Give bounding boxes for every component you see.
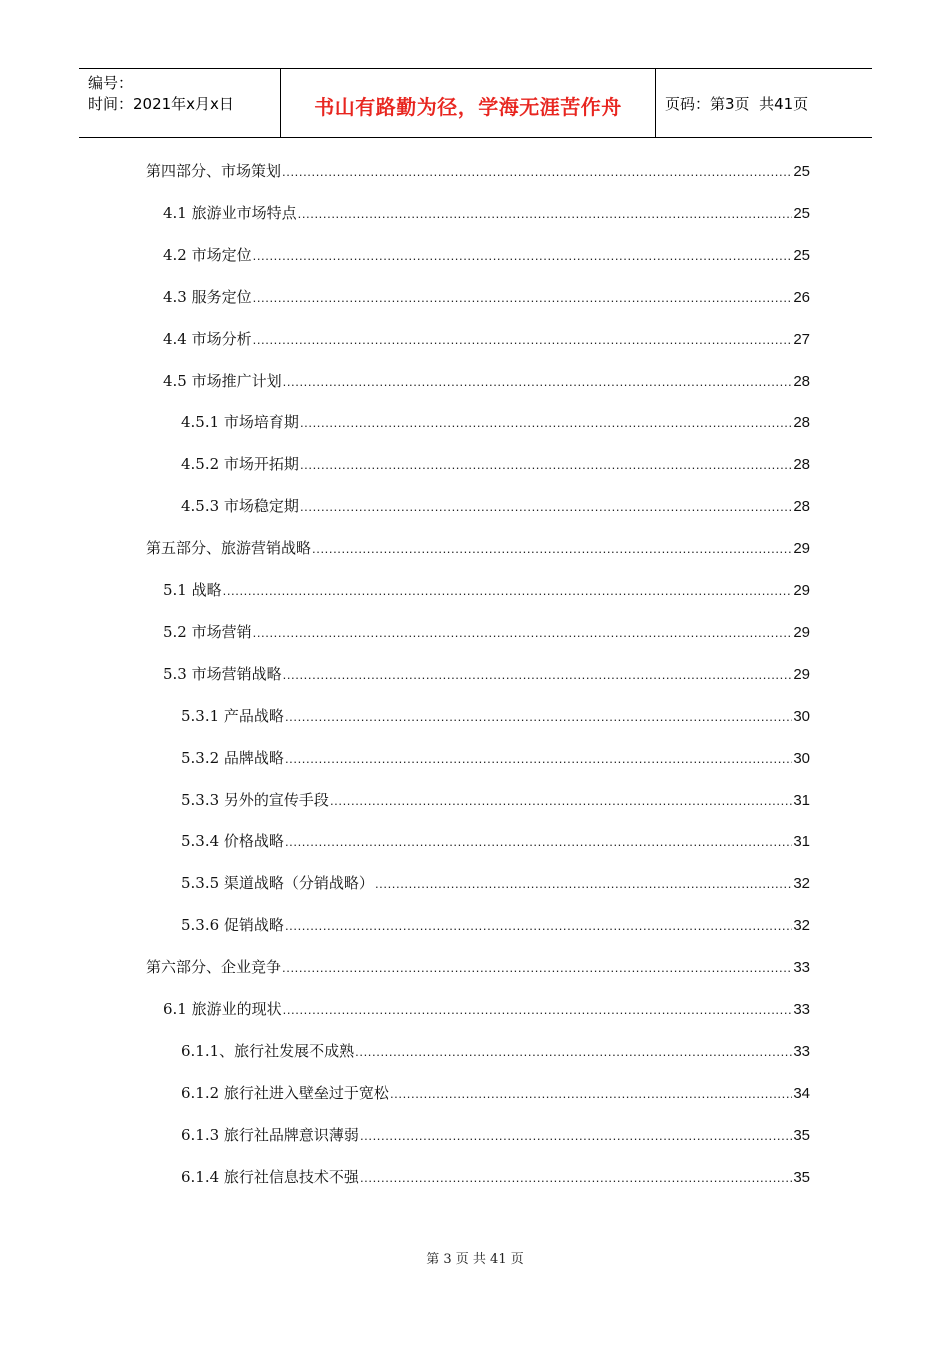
toc-entry[interactable] [181,1040,810,1066]
toc-entry[interactable] [181,872,810,898]
toc-dot-leader [285,918,792,933]
toc-dot-leader [375,876,792,891]
toc-dot-leader [283,1002,793,1017]
toc-entry-title: 第六部分、企业竞争 [146,958,282,977]
toc-dot-leader [282,164,792,179]
toc-entry-title: 5.1 战略 [163,581,222,599]
toc-entry[interactable] [163,663,810,689]
toc-entry-page: 29 [793,665,810,683]
header-motto-cell [281,69,656,137]
toc-entry[interactable] [163,244,810,270]
toc-entry-page: 25 [793,246,810,264]
toc-entry-title: 5.3.2 品牌战略 [181,748,284,767]
toc-entry-title: 4.5.1 市场培育期 [181,413,299,432]
footer-page-number: 第 3 页 共 41 页 [426,1252,524,1267]
toc-entry[interactable] [181,1082,810,1108]
page-footer [0,1248,950,1267]
header-page-info-cell [656,69,872,137]
toc-entry-page: 35 [793,1126,810,1144]
toc-entry-title: 5.3.4 价格战略 [181,832,284,851]
toc-entry-title: 4.5 市场推广计划 [163,371,282,390]
toc-entry-title: 6.1.2 旅行社进入壁垒过于宽松 [181,1083,389,1102]
toc-dot-leader [253,332,793,347]
toc-dot-leader [298,206,793,221]
header-motto: 书山有路勤为径，学海无涯苦作舟 [314,94,622,119]
toc-entry-title: 5.3.3 另外的宣传手段 [181,790,329,809]
toc-entry[interactable] [163,370,810,396]
toc-dot-leader [360,1170,792,1185]
header-page-info: 页码：第3页 共41页 [665,94,809,113]
toc-entry[interactable] [163,579,810,605]
toc-dot-leader [300,457,792,472]
toc-entry[interactable] [163,621,810,647]
toc-entry-page: 28 [793,456,810,474]
toc-entry-title: 4.4 市场分析 [163,329,252,348]
toc-entry-title: 6.1.3 旅行社品牌意识薄弱 [181,1125,359,1144]
toc-entry[interactable] [181,705,810,731]
toc-entry-page: 31 [793,791,810,809]
toc-entry-title: 第四部分、市场策划 [146,162,282,180]
toc-entry[interactable] [181,1166,810,1192]
toc-dot-leader [285,751,792,766]
toc-entry-page: 33 [793,1042,810,1060]
toc-entry[interactable] [181,411,810,437]
toc-dot-leader [390,1086,792,1101]
toc-entry[interactable] [146,956,810,982]
toc-entry[interactable] [163,998,810,1024]
toc-entry-page: 29 [793,582,810,599]
toc-entry[interactable] [181,495,810,521]
toc-entry[interactable] [181,914,810,940]
toc-entry[interactable] [146,537,810,563]
toc-dot-leader [283,374,793,389]
toc-dot-leader [285,834,792,849]
toc-entry-page: 28 [793,414,810,432]
toc-dot-leader [330,793,792,808]
toc-entry-title: 6.1.1、旅行社发展不成熟 [181,1041,355,1060]
toc-entry-page: 28 [793,498,810,516]
toc-entry[interactable] [181,789,810,815]
toc-entry-page: 33 [793,1001,810,1018]
toc-dot-leader [285,709,792,724]
toc-entry-page: 25 [793,204,810,222]
toc-entry-title: 6.1.4 旅行社信息技术不强 [181,1167,359,1186]
toc-dot-leader [300,499,792,514]
toc-entry[interactable] [163,328,810,354]
toc-dot-leader [223,583,793,598]
toc-entry-title: 4.5.2 市场开拓期 [181,455,299,474]
toc-entry-title: 4.2 市场定位 [163,245,252,264]
toc-entry[interactable] [146,160,810,186]
toc-entry-title: 4.1 旅游业市场特点 [163,203,297,222]
toc-entry[interactable] [181,453,810,479]
toc-entry-title: 5.2 市场营销 [163,622,252,641]
toc-entry-title: 第五部分、旅游营销战略 [146,539,312,558]
toc-dot-leader [253,248,793,263]
header-meta [79,69,281,137]
toc-entry-page: 29 [793,540,810,558]
toc-entry-page: 26 [793,288,810,306]
toc-dot-leader [312,541,792,556]
toc-entry-title: 6.1 旅游业的现状 [163,1000,282,1018]
toc-entry-page: 31 [793,833,810,851]
toc-entry[interactable] [163,286,810,312]
toc-entry-page: 33 [793,959,810,977]
toc-entry-title: 5.3.1 产品战略 [181,706,284,725]
toc-dot-leader [300,415,792,430]
toc-entry-page: 27 [793,330,810,348]
toc-dot-leader [283,667,793,682]
toc-entry[interactable] [181,830,810,856]
toc-entry-title: 5.3.5 渠道战略（分销战略） [181,874,374,893]
toc-entry-title: 4.5.3 市场稳定期 [181,497,299,516]
toc-entry-page: 34 [793,1084,810,1102]
toc-dot-leader [360,1128,792,1143]
page-header [79,68,872,138]
toc-entry-page: 30 [793,749,810,767]
toc-entry[interactable] [163,202,810,228]
toc-entry-page: 32 [793,875,810,893]
serial-number-label: 编号： [88,74,134,92]
toc-entry-page: 32 [793,917,810,935]
toc-entry[interactable] [181,1124,810,1150]
toc-entry-page: 30 [793,707,810,725]
toc-entry-page: 29 [793,623,810,641]
toc-dot-leader [282,960,792,975]
toc-dot-leader [355,1044,792,1059]
toc-entry-page: 28 [793,372,810,390]
toc-dot-leader [253,625,793,640]
toc-entry-title: 5.3.6 促销战略 [181,916,284,935]
toc-dot-leader [253,290,793,305]
toc-entry-page: 35 [793,1168,810,1186]
toc-entry-title: 5.3 市场营销战略 [163,664,282,683]
toc-entry-page: 25 [793,163,810,180]
toc-entry-title: 4.3 服务定位 [163,287,252,306]
date-label: 时间：2021年x月x日 [88,95,234,113]
toc-entry[interactable] [181,747,810,773]
